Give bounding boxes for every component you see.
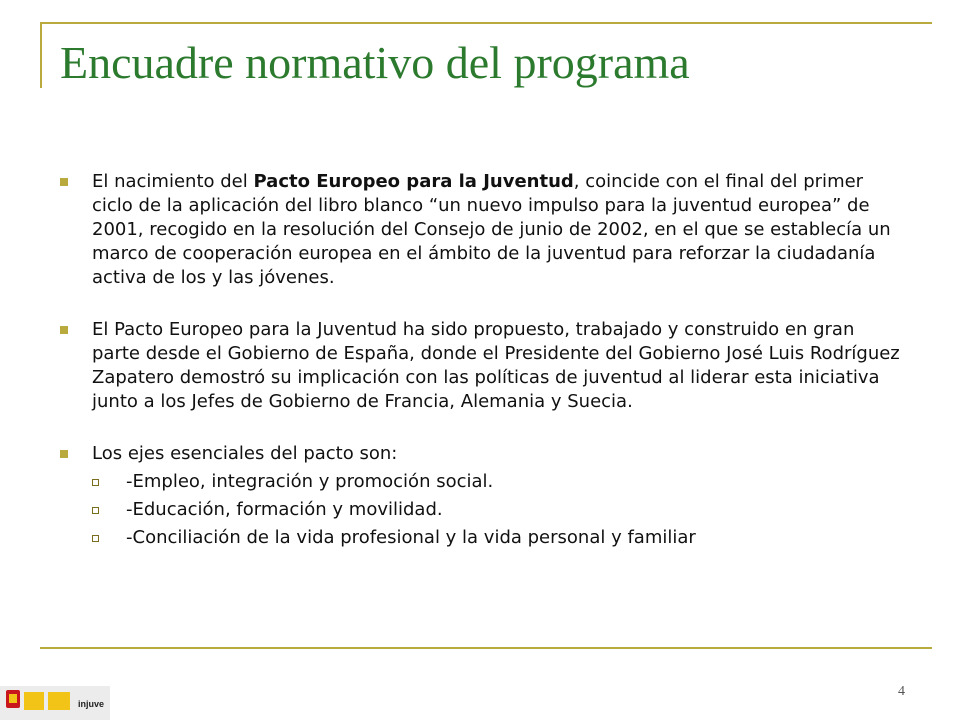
top-accent-line [40,22,932,24]
government-shield-icon [6,690,20,708]
side-accent-line [40,22,42,88]
paragraph-1-bold: Pacto Europeo para la Juventud [253,171,574,192]
footer-logos [0,686,110,720]
page-number: 4 [898,684,905,699]
square-bullet-icon [60,450,68,458]
square-bullet-icon [60,178,68,186]
hollow-square-bullet-icon [92,479,99,486]
injuve-logo: injuve [78,699,105,709]
list-item-label: -Educación, formación y movilidad. [126,499,443,520]
ejes-list [92,470,908,550]
ministry-logo-icon [24,692,44,710]
paragraph-3-text: Los ejes esenciales del pacto son: [92,443,398,464]
paragraph-pacto-spain [58,318,908,414]
list-item [92,526,908,550]
ministry-logo-icon [48,692,70,710]
list-item [92,470,908,494]
paragraph-1-before: El nacimiento del [92,171,254,192]
square-bullet-icon [60,326,68,334]
slide-content [58,170,908,578]
list-item-label: -Conciliación de la vida profesional y la vida personal y familiar [126,527,696,548]
list-item-label: -Empleo, integración y promoción social. [126,471,494,492]
paragraph-pacto-origin [58,170,908,290]
paragraph-2-text: El Pacto Europeo para la Juventud ha sido propuesto, trabajado y construido en gran parte desde el Gobierno de España, donde el Presidente del Gobierno José Luis Rodríguez Zapatero demostró su implicación con las políticas de juventud al liderar esta iniciativa junto a los Jefes de Gobierno de Francia, Alemania y Suecia. [92,319,900,412]
hollow-square-bullet-icon [92,535,99,542]
list-item [92,498,908,522]
slide-title: Encuadre normativo del programa [60,37,690,88]
paragraph-1-after: , coincide con el final del primer ciclo de la aplicación del libro blanco “un nuevo impulso para la juventud europea” de 2001, recogido en la resolución del Consejo de junio de 2002, en el que se establecía un marco de cooperación europea en el ámbito de la juventud para reforzar la ciudadanía activa de los y las jóvenes. [92,171,891,288]
bottom-accent-line [40,647,932,649]
hollow-square-bullet-icon [92,507,99,514]
paragraph-ejes [58,442,908,550]
